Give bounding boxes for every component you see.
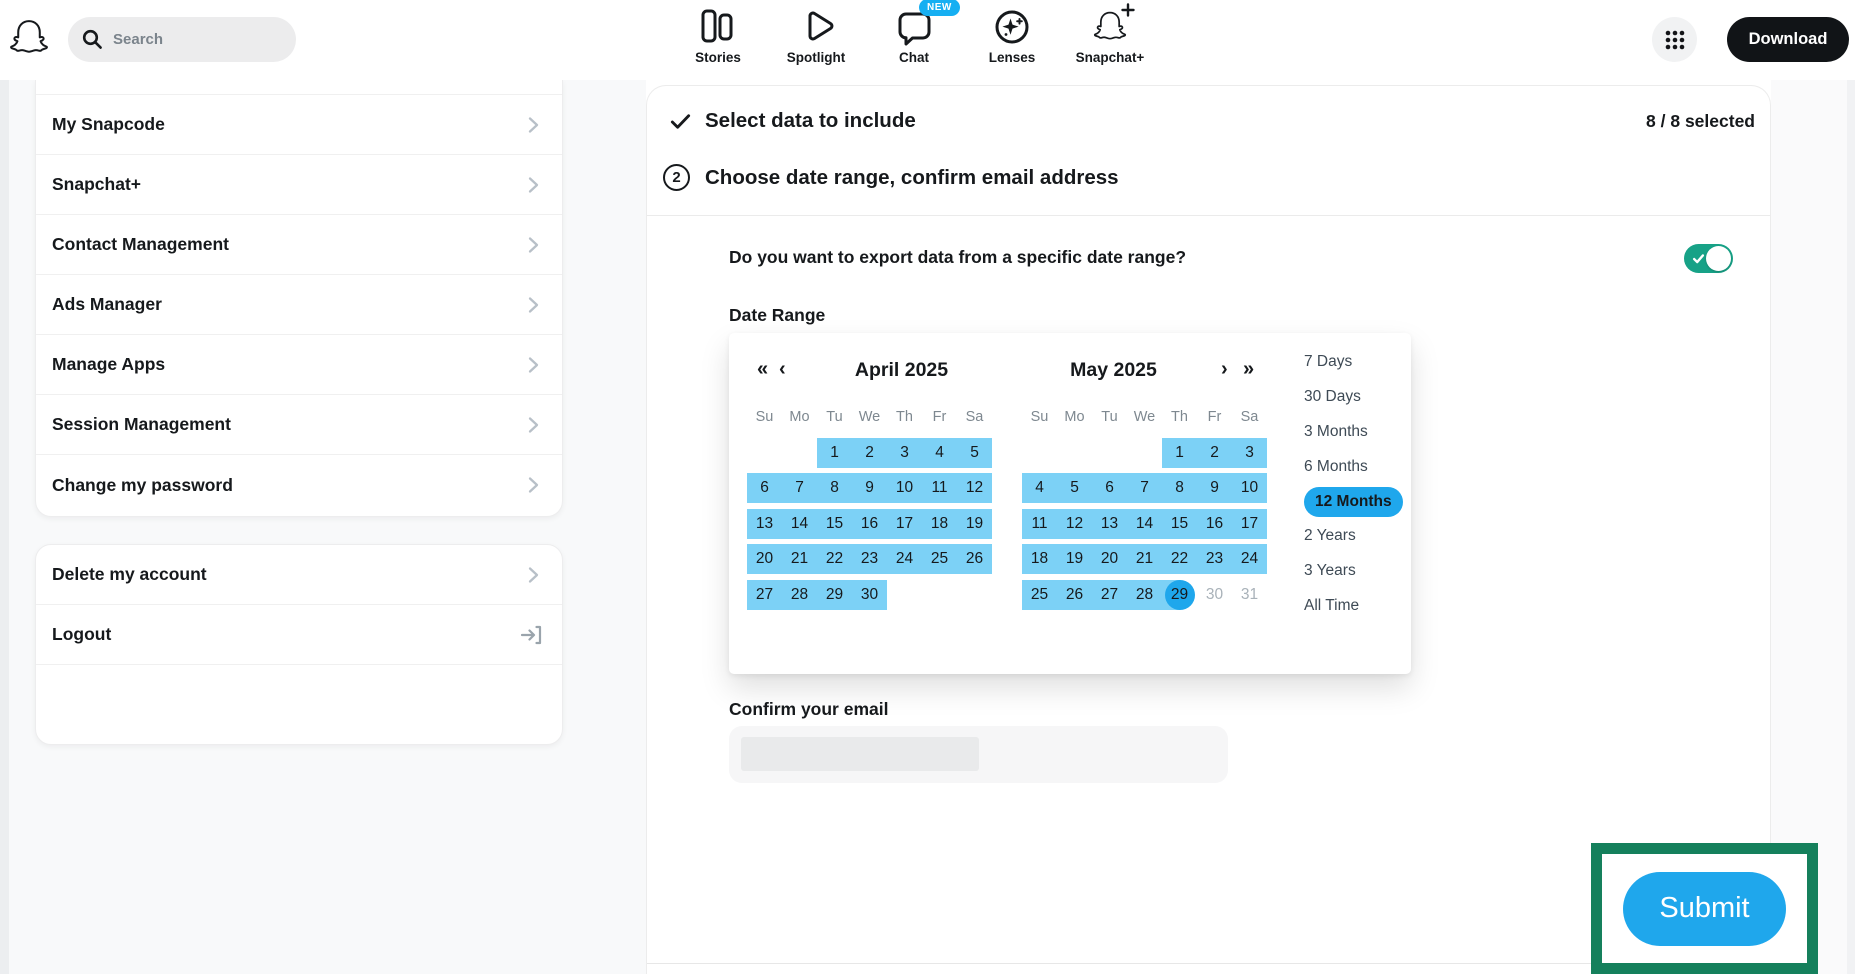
nav-label: Spotlight bbox=[786, 50, 846, 65]
date-range-picker bbox=[729, 333, 1411, 674]
day-cell[interactable]: 5 bbox=[1057, 471, 1092, 507]
day-cell[interactable]: 7 bbox=[782, 471, 817, 507]
day-cell[interactable]: 30 bbox=[1205, 585, 1224, 603]
day-cell[interactable]: 8 bbox=[1162, 471, 1197, 507]
day-cell[interactable]: 26 bbox=[957, 542, 992, 578]
spotlight-icon bbox=[797, 8, 835, 46]
next-month-button[interactable]: › bbox=[1221, 358, 1228, 380]
day-cell[interactable]: 18 bbox=[922, 506, 957, 542]
annotation-highlight-box bbox=[1591, 843, 1818, 974]
preset-2-years[interactable]: 2 Years bbox=[1304, 527, 1356, 545]
section-divider bbox=[647, 215, 1770, 216]
day-cell[interactable]: 14 bbox=[782, 506, 817, 542]
check-icon bbox=[669, 110, 692, 133]
step2-header bbox=[663, 164, 1119, 191]
calendar-month-may-2025 bbox=[1022, 357, 1267, 613]
day-cell[interactable]: 17 bbox=[1232, 506, 1267, 542]
preset-list bbox=[1304, 345, 1403, 623]
day-cell[interactable]: 7 bbox=[1127, 471, 1162, 507]
prev-year-button[interactable]: « bbox=[757, 358, 769, 380]
day-cell[interactable]: 1 bbox=[817, 435, 852, 471]
data-export-panel bbox=[646, 85, 1771, 974]
day-cell[interactable]: 29 bbox=[1162, 577, 1197, 613]
page-left-gutter bbox=[0, 80, 9, 974]
search-bar[interactable] bbox=[68, 17, 296, 62]
day-cell[interactable]: 4 bbox=[1022, 471, 1057, 507]
day-cell[interactable]: 20 bbox=[1092, 542, 1127, 578]
day-cell[interactable]: 31 bbox=[1240, 585, 1259, 603]
search-icon bbox=[82, 29, 103, 50]
settings-menu-card bbox=[35, 80, 563, 517]
step1-header bbox=[669, 109, 1755, 133]
day-cell[interactable]: 2 bbox=[852, 435, 887, 471]
grid-icon bbox=[1664, 29, 1686, 51]
day-cell[interactable]: 10 bbox=[1232, 471, 1267, 507]
nav-label: Chat bbox=[899, 50, 929, 65]
day-cell[interactable]: 10 bbox=[887, 471, 922, 507]
month-title: April 2025 bbox=[854, 359, 949, 381]
confirm-email-label: Confirm your email bbox=[729, 699, 889, 719]
chevron-right-icon bbox=[522, 174, 544, 196]
sidebar-item-my-snapcode[interactable]: My Snapcode bbox=[36, 95, 562, 155]
day-cell[interactable]: 22 bbox=[1162, 542, 1197, 578]
nav-item-chat[interactable] bbox=[865, 2, 963, 65]
page-scrollbar[interactable] bbox=[1847, 80, 1855, 974]
day-cell[interactable]: 9 bbox=[852, 471, 887, 507]
date-range-toggle[interactable] bbox=[1684, 244, 1733, 273]
day-cell[interactable]: 27 bbox=[1092, 577, 1127, 613]
day-cell[interactable]: 28 bbox=[1127, 577, 1162, 613]
chevron-right-icon bbox=[522, 234, 544, 256]
primary-nav bbox=[669, 2, 1159, 65]
email-input[interactable] bbox=[729, 726, 1228, 783]
top-nav bbox=[0, 0, 1855, 80]
calendar-month-april-2025 bbox=[747, 357, 992, 613]
day-cell[interactable]: 16 bbox=[1197, 506, 1232, 542]
snapchat-logo-icon[interactable] bbox=[9, 16, 49, 60]
plus-icon bbox=[1121, 3, 1135, 17]
sidebar-item-contact-management[interactable]: Contact Management bbox=[36, 215, 562, 275]
selection-count: 8 / 8 selected bbox=[1646, 110, 1755, 131]
day-cell[interactable]: 16 bbox=[852, 506, 887, 542]
day-cell[interactable]: 11 bbox=[1022, 506, 1057, 542]
toggle-check-icon bbox=[1692, 252, 1705, 265]
submit-button[interactable]: Submit bbox=[1623, 872, 1786, 946]
chevron-right-icon bbox=[522, 294, 544, 316]
sidebar-item-change-my-password[interactable]: Change my password bbox=[36, 455, 562, 515]
sidebar-item-ads-manager[interactable]: Ads Manager bbox=[36, 275, 562, 335]
selected-preset-pill: 12 Months bbox=[1304, 487, 1403, 517]
preset-12-months[interactable] bbox=[1304, 484, 1403, 519]
account-actions-card bbox=[35, 544, 563, 745]
nav-label: Snapchat+ bbox=[1075, 50, 1145, 65]
search-input[interactable] bbox=[113, 31, 263, 48]
day-cell[interactable]: 11 bbox=[922, 471, 957, 507]
next-year-button[interactable]: » bbox=[1243, 358, 1255, 380]
nav-item-snapchat-plus[interactable] bbox=[1061, 6, 1159, 65]
new-badge: NEW bbox=[919, 0, 960, 16]
day-cell[interactable]: 23 bbox=[1197, 542, 1232, 578]
logout-icon bbox=[518, 622, 544, 648]
day-cell[interactable]: 1 bbox=[1162, 435, 1197, 471]
day-cell[interactable]: 25 bbox=[922, 542, 957, 578]
day-cell[interactable]: 21 bbox=[782, 542, 817, 578]
preset-30-days[interactable]: 30 Days bbox=[1304, 388, 1361, 406]
download-button[interactable]: Download bbox=[1727, 17, 1849, 62]
nav-item-stories[interactable] bbox=[669, 6, 767, 65]
day-cell[interactable]: 24 bbox=[887, 542, 922, 578]
day-cell[interactable]: 18 bbox=[1022, 542, 1057, 578]
preset-3-months[interactable]: 3 Months bbox=[1304, 422, 1368, 440]
days-grid bbox=[747, 435, 992, 613]
nav-label: Stories bbox=[695, 50, 741, 65]
nav-item-spotlight[interactable] bbox=[767, 6, 865, 65]
sidebar-item-manage-apps[interactable]: Manage Apps bbox=[36, 335, 562, 395]
preset-3-years[interactable]: 3 Years bbox=[1304, 562, 1356, 580]
day-cell[interactable]: 23 bbox=[852, 542, 887, 578]
month-title: May 2025 bbox=[1070, 359, 1157, 381]
chevron-right-icon bbox=[522, 414, 544, 436]
chevron-right-icon bbox=[522, 354, 544, 376]
day-cell[interactable]: 12 bbox=[957, 471, 992, 507]
date-range-question: Do you want to export data from a specific date range? bbox=[729, 247, 1187, 267]
day-cell[interactable]: 13 bbox=[1092, 506, 1127, 542]
days-grid bbox=[1022, 435, 1267, 613]
day-cell[interactable]: 20 bbox=[747, 542, 782, 578]
day-cell[interactable]: 21 bbox=[1127, 542, 1162, 578]
chevron-right-icon bbox=[522, 114, 544, 136]
day-cell[interactable]: 6 bbox=[1092, 471, 1127, 507]
day-cell[interactable]: 19 bbox=[1057, 542, 1092, 578]
day-cell[interactable]: 5 bbox=[957, 435, 992, 471]
clipped-menu-row bbox=[36, 80, 562, 95]
preset-7-days[interactable]: 7 Days bbox=[1304, 353, 1353, 371]
day-cell[interactable]: 13 bbox=[747, 506, 782, 542]
day-cell[interactable]: 25 bbox=[1022, 577, 1057, 613]
sidebar-item-logout[interactable]: Logout bbox=[36, 605, 562, 665]
lenses-icon bbox=[993, 8, 1031, 46]
toggle-knob bbox=[1706, 246, 1731, 271]
day-cell[interactable]: 28 bbox=[782, 577, 817, 613]
step2-number-badge: 2 bbox=[663, 164, 690, 191]
day-cell[interactable]: 29 bbox=[817, 577, 852, 613]
day-cell[interactable]: 24 bbox=[1232, 542, 1267, 578]
preset-6-months[interactable]: 6 Months bbox=[1304, 457, 1368, 475]
day-cell[interactable]: 15 bbox=[1162, 506, 1197, 542]
date-range-label: Date Range bbox=[729, 305, 826, 325]
day-cell[interactable]: 12 bbox=[1057, 506, 1092, 542]
day-cell[interactable]: 2 bbox=[1197, 435, 1232, 471]
sidebar-item-session-management[interactable]: Session Management bbox=[36, 395, 562, 455]
sidebar-item-delete-my-account[interactable]: Delete my account bbox=[36, 545, 562, 605]
day-cell[interactable]: 9 bbox=[1197, 471, 1232, 507]
day-cell[interactable]: 17 bbox=[887, 506, 922, 542]
prev-month-button[interactable]: ‹ bbox=[779, 358, 786, 380]
day-cell[interactable]: 19 bbox=[957, 506, 992, 542]
day-cell[interactable]: 22 bbox=[817, 542, 852, 578]
day-cell[interactable]: 15 bbox=[817, 506, 852, 542]
email-redacted-value bbox=[741, 737, 979, 771]
day-cell[interactable]: 6 bbox=[747, 471, 782, 507]
weekday-header: Su Mo Tu We Th Fr Sa bbox=[755, 409, 984, 425]
nav-item-lenses[interactable] bbox=[963, 6, 1061, 65]
nav-label: Lenses bbox=[988, 50, 1036, 65]
day-cell[interactable]: 14 bbox=[1127, 506, 1162, 542]
stories-icon bbox=[699, 8, 737, 46]
day-cell[interactable]: 3 bbox=[887, 435, 922, 471]
day-cell[interactable]: 3 bbox=[1232, 435, 1267, 471]
chevron-right-icon bbox=[522, 564, 544, 586]
apps-grid-button[interactable] bbox=[1652, 17, 1697, 62]
weekday-header: Su Mo Tu We Th Fr Sa bbox=[1030, 409, 1259, 425]
day-cell[interactable]: 8 bbox=[817, 471, 852, 507]
day-cell[interactable]: 30 bbox=[852, 577, 887, 613]
day-cell[interactable]: 4 bbox=[922, 435, 957, 471]
day-cell[interactable]: 27 bbox=[747, 577, 782, 613]
chevron-right-icon bbox=[522, 474, 544, 496]
day-cell[interactable]: 26 bbox=[1057, 577, 1092, 613]
preset-all-time[interactable]: All Time bbox=[1304, 596, 1360, 614]
step1-title: Select data to include bbox=[705, 109, 916, 132]
sidebar-item-snapchat[interactable]: Snapchat+ bbox=[36, 155, 562, 215]
step2-title: Choose date range, confirm email address bbox=[705, 165, 1119, 189]
right-background bbox=[1771, 80, 1855, 974]
